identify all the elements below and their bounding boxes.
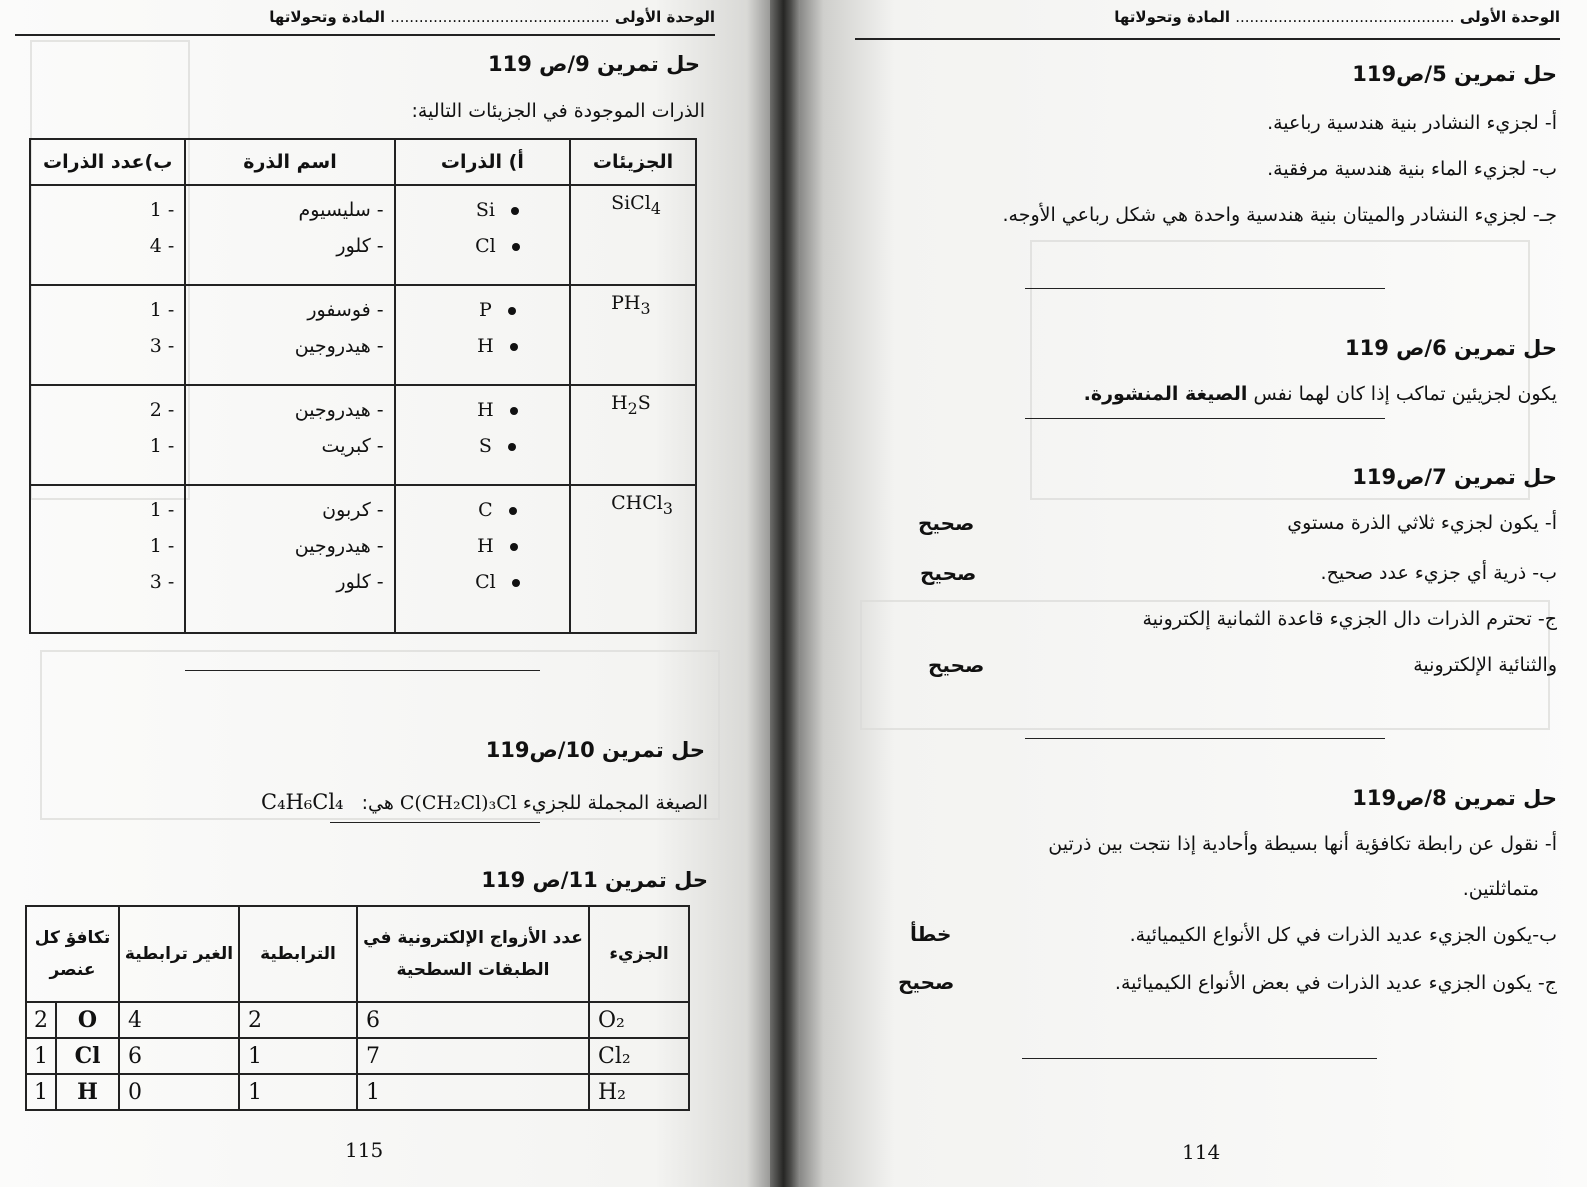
col-atom-count: ب)عدد الذرات [30, 139, 185, 185]
ex8-item: ج- يكون الجزيء عديد الذرات في بعض الأنواع الكيميائية. [1114, 972, 1557, 994]
header-rule [855, 38, 1560, 40]
pairs-cell: 6 [357, 1002, 589, 1038]
verdict-label: صحيح [918, 511, 975, 535]
header-topic: المادة وتحولاتها [269, 8, 385, 26]
table-row [30, 285, 696, 385]
verdict-label: صحيح [928, 653, 985, 677]
header-unit: الوحدة الأولى [614, 8, 715, 26]
book-spine [770, 0, 800, 1187]
molecule-cell: O₂ [589, 1002, 689, 1038]
col-bonding: الترابطية [239, 906, 357, 1002]
ex7-item: ج- تحترم الذرات دال الجزيء قاعدة الثمانية إلكترونية [1142, 608, 1557, 630]
ex10-raw-formula: C₄H₆Cl₄ [261, 790, 344, 814]
ex6-text [1084, 383, 1557, 405]
ex7-item: أ- يكون لجزيء ثلاثي الذرة مستوي [1287, 512, 1557, 534]
table-header-row [30, 139, 696, 185]
ex8-title: حل تمرين 8/ص119 [1352, 786, 1557, 810]
molecule-cell: Cl₂ [589, 1038, 689, 1074]
col-surface-pairs: عدد الأزواج الإلكترونية في الطبقات السطحية [357, 906, 589, 1002]
page-number: 115 [345, 1138, 384, 1162]
ex8-item: أ- نقول عن رابطة تكافؤية أنها بسيطة وأحادية إذا نتجت بين ذرتين [1048, 833, 1557, 855]
atoms-cell: P H [395, 285, 570, 385]
nonbonding-cell: 6 [119, 1038, 239, 1074]
ex11-title: حل تمرين 11/ص 119 [481, 868, 708, 892]
bullet-icon [509, 507, 517, 515]
table-row [26, 1038, 689, 1074]
ex8-item: ب-يكون الجزيء عديد الذرات في كل الأنواع الكيميائية. [1129, 924, 1557, 946]
bullet-icon [510, 343, 518, 351]
ex10-structural-formula: C(CH₂Cl)₃Cl [399, 792, 517, 814]
bullet-icon [508, 443, 516, 451]
counts-cell: - 1 - 3 [30, 285, 185, 385]
page-115 [0, 0, 770, 1187]
separator-rule [185, 670, 540, 671]
bonding-cell: 2 [239, 1002, 357, 1038]
molecule-cell: CHCl$_3$ [570, 485, 696, 633]
ex6-key-term: الصيغة المنشورة. [1083, 383, 1248, 405]
names-cell: - هيدروجين - كبريت [185, 385, 394, 485]
table-row [30, 485, 696, 633]
col-valence: تكافؤ كل عنصر [26, 906, 119, 1002]
ex9-title: حل تمرين 9/ص 119 [487, 52, 700, 76]
separator-rule [1025, 738, 1385, 739]
col-molecules: الجزيئات [570, 139, 696, 185]
table-row [30, 385, 696, 485]
separator-rule [1022, 1058, 1377, 1059]
nonbonding-cell: 4 [119, 1002, 239, 1038]
molecule-cell: SiCl$_4$ [570, 185, 696, 285]
valence-cell: 2 [26, 1002, 56, 1038]
molecule-cell: $PH_3$ [570, 285, 696, 385]
pairs-cell: 1 [357, 1074, 589, 1110]
table-header-row [26, 906, 689, 1002]
page-header [860, 8, 1560, 38]
verdict-label: صحيح [920, 561, 977, 585]
col-molecule: الجزيء [589, 906, 689, 1002]
valence-cell: 1 [26, 1074, 56, 1110]
header-unit: الوحدة الأولى [1459, 8, 1560, 26]
valence-cell: 1 [26, 1038, 56, 1074]
ex10-text-mid: هي: [361, 792, 394, 814]
formula-underline [330, 822, 540, 823]
names-cell: - سليسيوم - كلور [185, 185, 394, 285]
bullet-icon [510, 543, 518, 551]
bonding-cell: 1 [239, 1074, 357, 1110]
separator-rule [1025, 288, 1385, 289]
ex5-title: حل تمرين 5/ص119 [1352, 62, 1557, 86]
names-cell: - كربون - هيدروجين - كلور [185, 485, 394, 633]
counts-cell: - 1 - 1 - 3 [30, 485, 185, 633]
ex5-item: جـ- لجزيء النشادر والميتان بنية هندسية واحدة هي شكل رباعي الأوجه. [1002, 204, 1557, 226]
table-row [26, 1074, 689, 1110]
table-row [26, 1002, 689, 1038]
header-rule [15, 34, 715, 36]
separator-rule [1025, 418, 1385, 419]
verdict-label: صحيح [898, 970, 955, 994]
bullet-icon [510, 407, 518, 415]
ex10-text [261, 790, 708, 814]
bullet-icon [512, 579, 520, 587]
counts-cell: - 2 - 1 [30, 385, 185, 485]
molecule-cell: $H_2S$ [570, 385, 696, 485]
header-dots: .............................................. [1235, 8, 1455, 26]
element-cell: H [56, 1074, 119, 1110]
ex9-intro: الذرات الموجودة في الجزيئات التالية: [411, 100, 705, 122]
atoms-cell: Si Cl [395, 185, 570, 285]
names-cell: - فوسفور - هيدروجين [185, 285, 394, 385]
ex7-title: حل تمرين 7/ص119 [1352, 465, 1557, 489]
ex6-text-start: يكون لجزيئين تماكب إذا كان لهما نفس [1253, 383, 1557, 405]
ex11-table [25, 905, 690, 1111]
page-number: 114 [1182, 1140, 1221, 1164]
ex6-title: حل تمرين 6/ص 119 [1344, 336, 1557, 360]
element-cell: O [56, 1002, 119, 1038]
col-nonbonding: الغير ترابطية [119, 906, 239, 1002]
ex5-item: أ- لجزيء النشادر بنية هندسية رباعية. [1267, 112, 1557, 134]
ex7-item: والثنائية الإلكترونية [1413, 654, 1557, 676]
header-topic: المادة وتحولاتها [1114, 8, 1230, 26]
atoms-cell: H S [395, 385, 570, 485]
ex7-item: ب- ذرية أي جزيء عدد صحيح. [1320, 562, 1557, 584]
page-114 [800, 0, 1587, 1187]
ex5-item: ب- لجزيء الماء بنية هندسية مرفقية. [1267, 158, 1557, 180]
bullet-icon [512, 243, 520, 251]
molecule-cell: H₂ [589, 1074, 689, 1110]
bullet-icon [511, 207, 519, 215]
bleed-through-mark [1030, 240, 1530, 500]
verdict-label: خطأ [910, 922, 952, 946]
bullet-icon [508, 307, 516, 315]
ex10-title: حل تمرين 10/ص119 [485, 738, 705, 762]
col-atoms: أ) الذرات [395, 139, 570, 185]
counts-cell: - 1 - 4 [30, 185, 185, 285]
ex10-text-start: الصيغة المجملة للجزيء [522, 792, 708, 814]
bonding-cell: 1 [239, 1038, 357, 1074]
pairs-cell: 7 [357, 1038, 589, 1074]
col-atom-name: اسم الذرة [185, 139, 394, 185]
table-row [30, 185, 696, 285]
header-dots: .............................................. [390, 8, 610, 26]
nonbonding-cell: 0 [119, 1074, 239, 1110]
ex9-table [29, 138, 697, 634]
ex8-item: متماثلتين. [1462, 878, 1539, 900]
atoms-cell: C H Cl [395, 485, 570, 633]
element-cell: Cl [56, 1038, 119, 1074]
